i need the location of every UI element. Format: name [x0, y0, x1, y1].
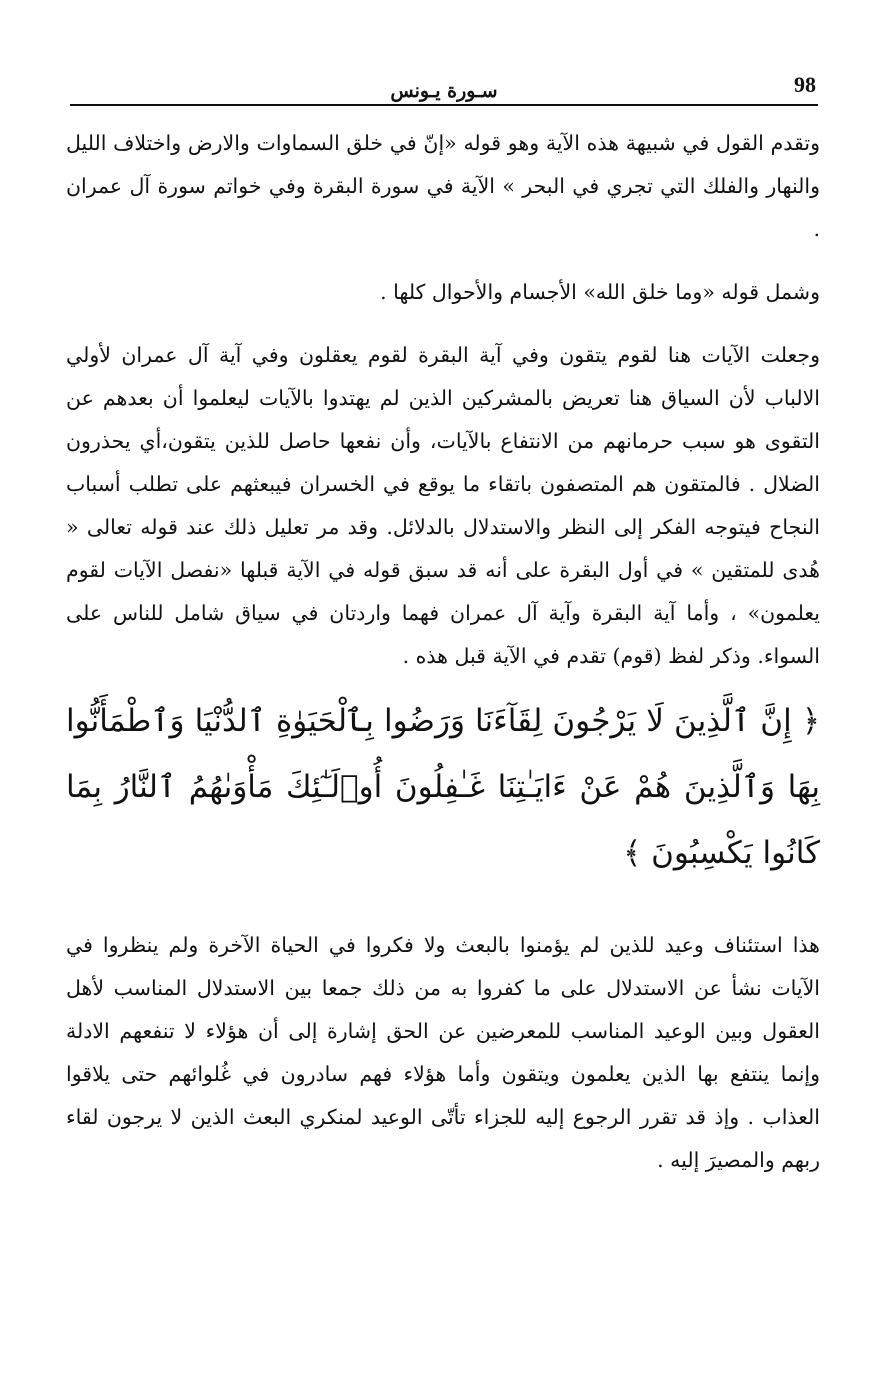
- paragraph-commentary: هذا استئناف وعيد للذين لم يؤمنوا بالبعث ولا فكروا في الحياة الآخرة ولم ينظروا في الآيات نشأ عن الاستدلال على ما كفروا به من ذلك جمعا بين الاستدلال المناسب لأهل العقول وبين الوعيد المناسب للمعرضين عن الحق إشارة إلى أن هؤلاء لا تنفعهم الادلة وإنما ينتفع بها الذين يعلمون ويتقون وأما هؤلاء فهم سادرون في غُلوائهم حتى يلاقوا العذاب . وإذ قد تقرر الرجوع إليه للجزاء تأتّى الوعيد لمنكري البعث الذين لا يرجون لقاء ربهم والمصيرَ إليه .: [66, 933, 820, 1172]
- paragraph-intro: وتقدم القول في شبيهة هذه الآية وهو قوله «إنّ في خلق السماوات والارض واختلاف الليل والنهار والفلك التي تجري في البحر » الآية في سورة البقرة وفي خواتم سورة آل عمران .: [66, 131, 820, 241]
- verse-spacer: [66, 886, 820, 924]
- running-title: سـورة يـونس: [390, 80, 498, 102]
- page-body: [66, 122, 820, 1182]
- paragraph-scope: وشمل قوله «وما خلق الله» الأجسام والأحوال كلها .: [380, 280, 820, 304]
- paragraph-spacer: [66, 251, 820, 271]
- paragraph-spacer: [66, 314, 820, 334]
- header-divider: [70, 104, 818, 106]
- page-header: [70, 66, 818, 106]
- quran-verse: ﴿ إِنَّ ٱلَّذِينَ لَا يَرْجُونَ لِقَآءَنَا وَرَضُوا بِٱلْحَيَوٰةِ ٱلدُّنْيَا وَٱطْمَأَنُّوا بِهَا وَٱلَّذِينَ هُمْ عَنْ ءَايَـٰتِنَا غَـٰفِلُونَ أُو۟لَـٰٓئِكَ مَأْوَىٰهُمُ ٱلنَّارُ بِمَا كَانُوا يَكْسِبُونَ ﴾: [66, 703, 820, 871]
- paragraph-explanation: وجعلت الآيات هنا لقوم يتقون وفي آية البقرة لقوم يعقلون وفي آية آل عمران لأولي الالباب لأن السياق هنا تعريض بالمشركين الذين لم يهتدوا بالآيات ليعلموا أن بعدهم عن التقوى هو سبب حرمانهم من الانتفاع بالآيات، وأن نفعها حاصل للذين يتقون،أي يحذرون الضلال . فالمتقون هم المتصفون باتقاء ما يوقع في الخسران فيبعثهم على تطلب أسباب النجاح فيتوجه الفكر إلى النظر والاستدلال بالدلائل. وقد مر تعليل ذلك عند قوله تعالى « هُدى للمتقين » في أول البقرة على أنه قد سبق قوله في الآية قبلها «نفصل الآيات لقوم يعلمون» ، وأما آية البقرة وآية آل عمران فهما واردتان في سياق شامل للناس على السواء. وذكر لفظ (قوم) تقدم في الآية قبل هذه .: [66, 343, 820, 668]
- page-number: 98: [794, 72, 816, 97]
